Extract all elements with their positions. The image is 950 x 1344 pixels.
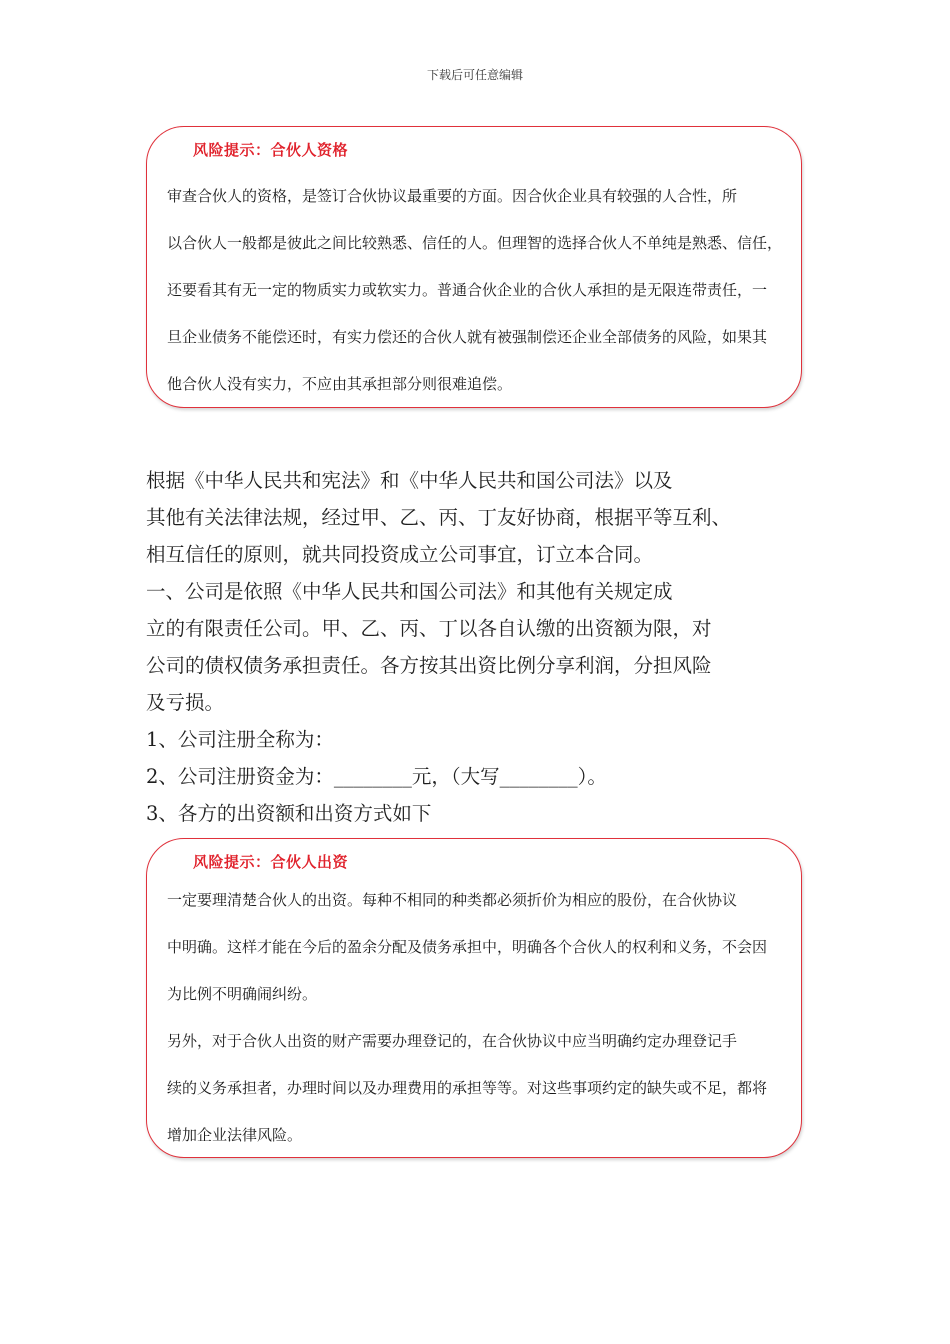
risk-tip-line: 为比例不明确闹纠纷。 [167,985,318,1003]
risk-tip-line: 中明确。这样才能在今后的盈余分配及债务承担中，明确各个合伙人的权利和义务，不会因 [167,938,768,956]
risk-tip-line: 增加企业法律风险。 [167,1126,303,1144]
risk-tip-line: 还要看其有无一定的物质实力或软实力。普通合伙企业的合伙人承担的是无限连带责任，一 [167,281,768,299]
risk-tip-line: 一定要理清楚合伙人的出资。每种不相同的种类都必须折价为相应的股份，在合伙协议 [167,891,738,909]
risk-tip-box-partner-contribution [146,838,802,1158]
contract-line: 及亏损。 [146,691,225,714]
risk-tip-line: 以合伙人一般都是彼此之间比较熟悉、信任的人。但理智的选择合伙人不单纯是熟悉、信任， [167,234,783,252]
contract-clause-registered-name: 1、公司注册全称为： [146,728,334,751]
risk-tip-line: 他合伙人没有实力，不应由其承担部分则很难追偿。 [167,375,513,393]
header-note: 下载后可任意编辑 [426,68,523,82]
risk-tip-body [167,877,787,1159]
risk-tip-line: 审查合伙人的资格，是签订合伙协议最重要的方面。因合伙企业具有较强的人合性，所 [167,187,738,205]
risk-tip-line: 旦企业债务不能偿还时，有实力偿还的合伙人就有被强制偿还企业全部债务的风险，如果其 [167,328,768,346]
contract-line: 根据《中华人民共和宪法》和《中华人民共和国公司法》以及 [146,469,673,492]
risk-tip-body [167,173,787,408]
contract-line: 公司的债权债务承担责任。各方按其出资比例分享利润，分担风险 [146,654,712,677]
contract-line: 其他有关法律法规，经过甲、乙、丙、丁友好协商，根据平等互利、 [146,506,732,529]
contract-line: 相互信任的原则，就共同投资成立公司事宜，订立本合同。 [146,543,654,566]
risk-tip-title: 风险提示：合伙人资格 [193,141,349,159]
risk-tip-title: 风险提示：合伙人出资 [193,853,349,871]
contract-body [146,462,826,832]
contract-clause-registered-capital: 2、公司注册资金为：________元，（大写________）。 [146,765,607,788]
contract-clause-contribution: 3、各方的出资额和出资方式如下 [146,802,432,825]
contract-line: 立的有限责任公司。甲、乙、丙、丁以各自认缴的出资额为限，对 [146,617,712,640]
risk-tip-line: 另外，对于合伙人出资的财产需要办理登记的，在合伙协议中应当明确约定办理登记手 [167,1032,738,1050]
risk-tip-box-partner-qualification [146,126,802,408]
contract-line: 一、公司是依照《中华人民共和国公司法》和其他有关规定成 [146,580,673,603]
risk-tip-line: 续的义务承担者，办理时间以及办理费用的承担等等。对这些事项约定的缺失或不足，都将 [167,1079,768,1097]
